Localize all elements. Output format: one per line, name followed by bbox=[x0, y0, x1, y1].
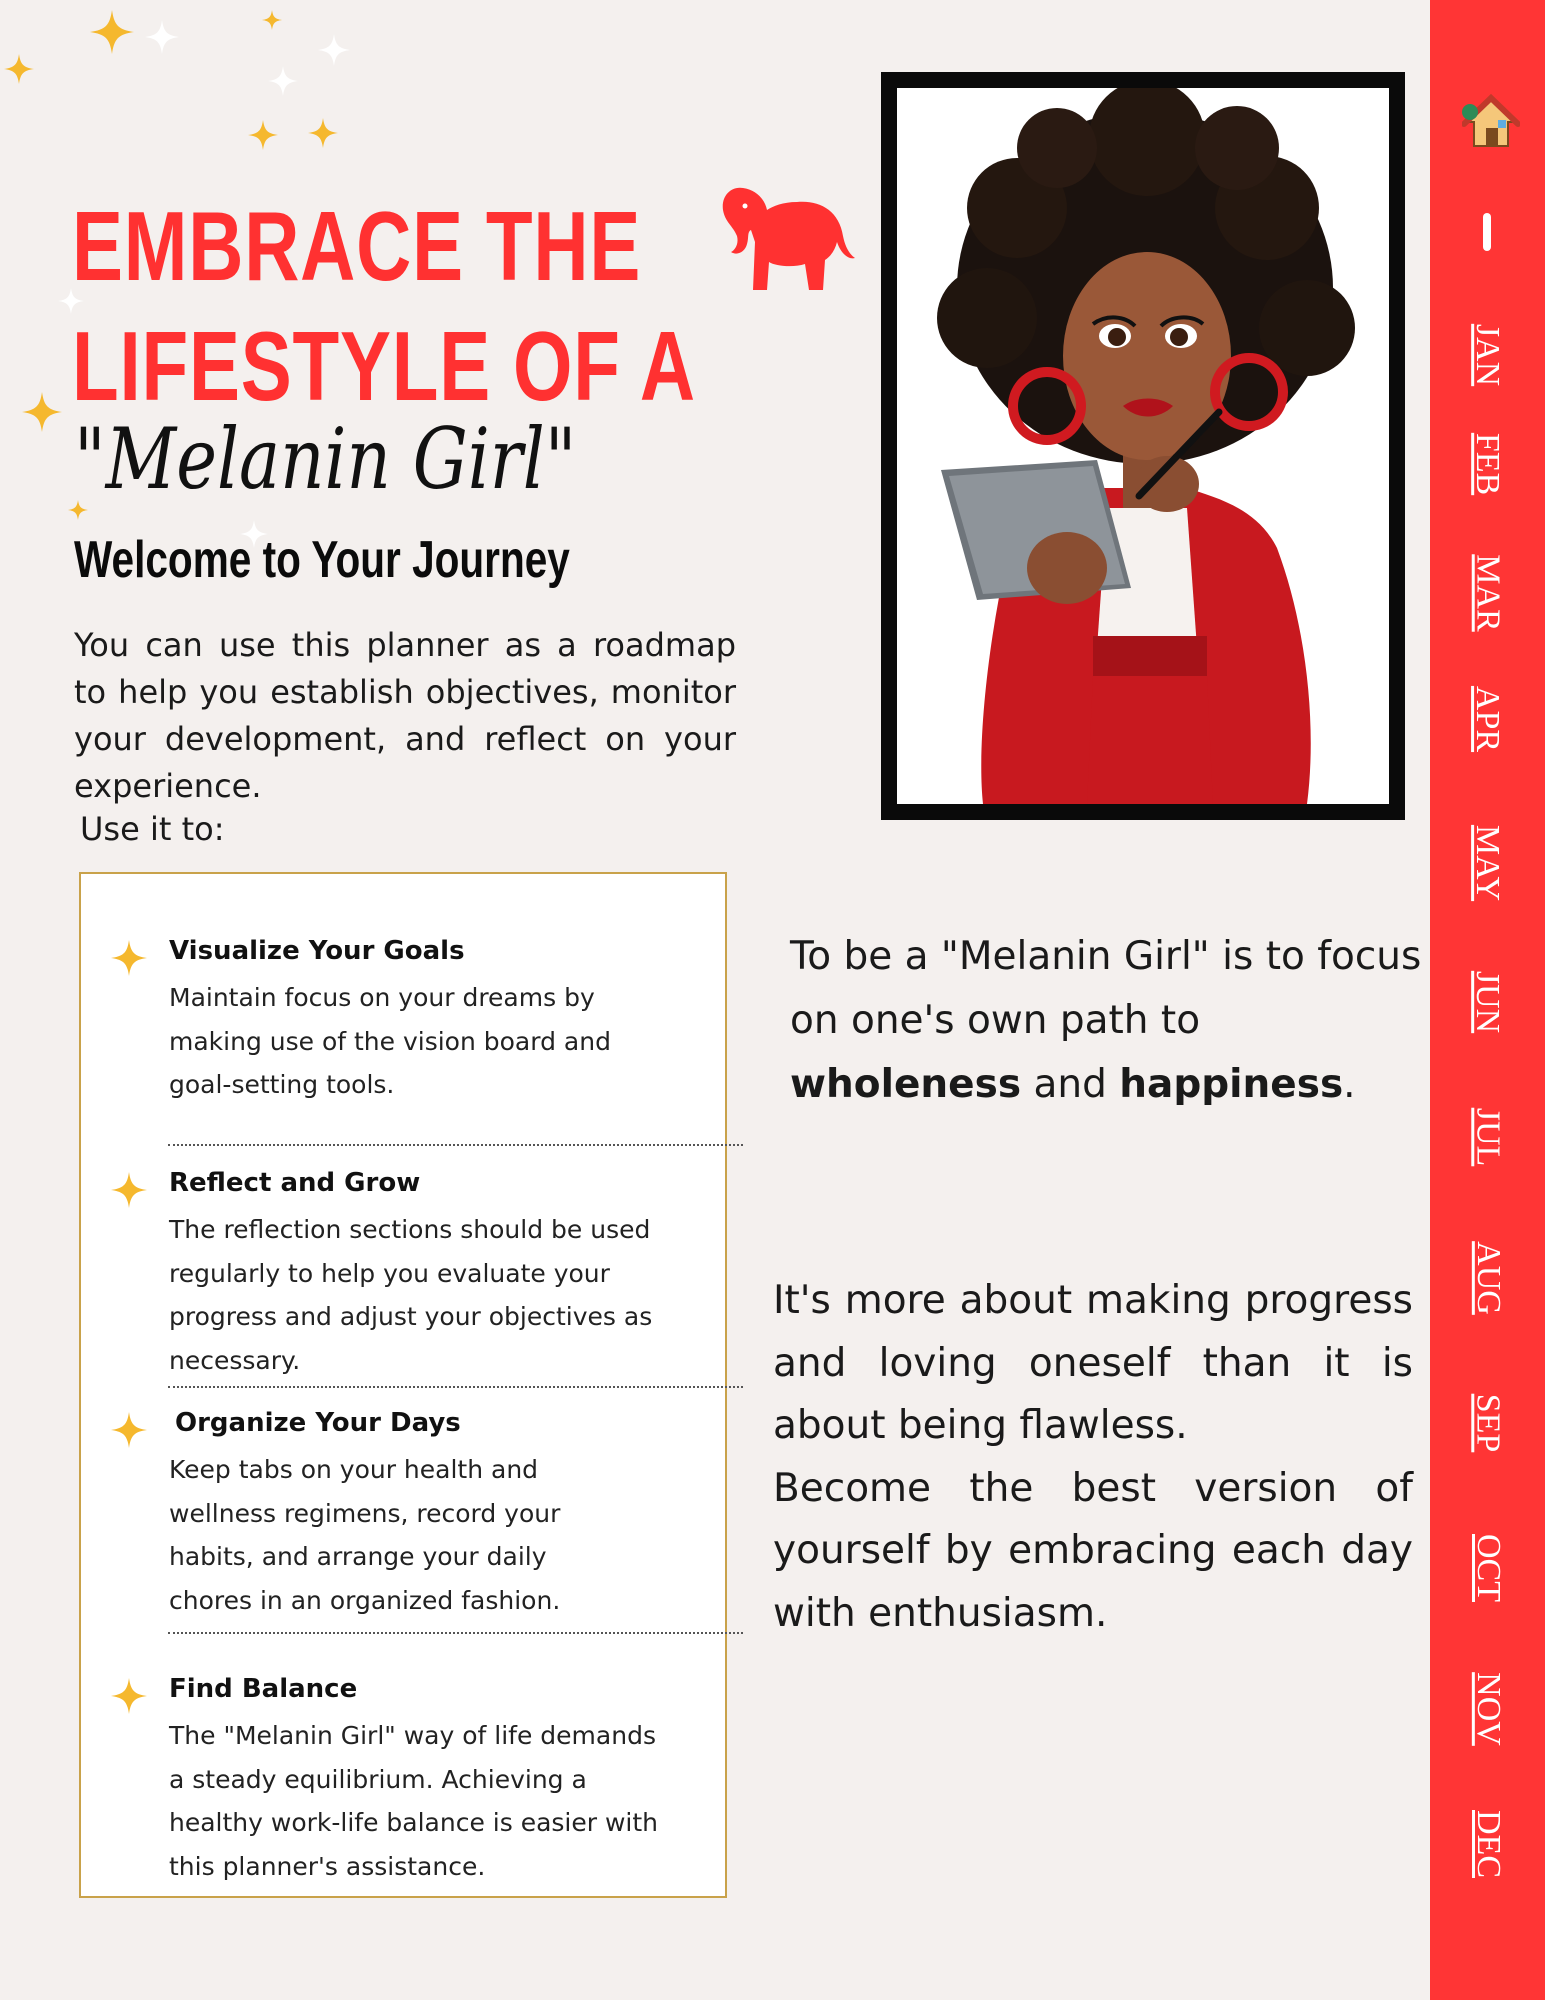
sparkle-icon bbox=[22, 392, 62, 432]
quote-emphasis: wholeness bbox=[790, 1062, 1022, 1107]
quote-text: To be a "Melanin Girl" is to focus on one's own path to bbox=[790, 934, 1422, 1043]
sparkle-icon bbox=[248, 120, 278, 150]
month-label: FEB bbox=[1469, 432, 1507, 496]
menu-icon[interactable] bbox=[1468, 200, 1506, 264]
month-tab-oct[interactable] bbox=[1430, 1513, 1545, 1623]
month-tab-aug[interactable] bbox=[1430, 1223, 1545, 1333]
headline-line-1: EMBRACE THE bbox=[72, 191, 642, 301]
elephant-icon bbox=[712, 180, 864, 300]
quote-paragraph: It's more about making progress and loving oneself than it is about being flawless. bbox=[773, 1278, 1413, 1448]
features-box bbox=[79, 872, 727, 1898]
sparkle-icon bbox=[111, 1412, 147, 1448]
feature-body: Keep tabs on your health and wellness regimens, record your habits, and arrange your daily chores in an organized fashion. bbox=[169, 1455, 561, 1615]
use-it-label: Use it to: bbox=[80, 810, 225, 848]
headline-line-2: LIFESTYLE OF A bbox=[72, 311, 696, 421]
quote-text: and bbox=[1021, 1062, 1120, 1107]
month-sidebar bbox=[1430, 0, 1545, 2000]
divider bbox=[168, 1632, 743, 1634]
month-tab-may[interactable] bbox=[1430, 808, 1545, 918]
quote-melanin-girl bbox=[790, 925, 1430, 1117]
sparkle-icon bbox=[145, 20, 179, 54]
month-label: MAY bbox=[1469, 824, 1507, 902]
month-label: APR bbox=[1469, 685, 1507, 753]
feature-title: Reflect and Grow bbox=[169, 1168, 421, 1198]
sparkle-icon bbox=[111, 940, 147, 976]
month-label: JUN bbox=[1469, 970, 1507, 1034]
sparkle-icon bbox=[262, 10, 282, 30]
feature-body: Maintain focus on your dreams by making use of the vision board and goal-setting tools. bbox=[169, 983, 611, 1099]
feature-body: The reflection sections should be used regularly to help you evaluate your progress and adjust your objectives as necessary. bbox=[169, 1215, 653, 1375]
sparkle-icon bbox=[318, 34, 350, 66]
quote-emphasis: happiness bbox=[1119, 1062, 1344, 1107]
month-label: AUG bbox=[1469, 1241, 1507, 1315]
month-tab-jan[interactable] bbox=[1430, 300, 1545, 410]
sparkle-icon bbox=[268, 66, 298, 96]
month-label: OCT bbox=[1469, 1534, 1507, 1602]
month-label: DEC bbox=[1469, 1810, 1507, 1878]
sparkle-icon bbox=[111, 1172, 147, 1208]
month-label: MAR bbox=[1469, 554, 1507, 632]
month-tab-jun[interactable] bbox=[1430, 947, 1545, 1057]
house-icon[interactable] bbox=[1462, 92, 1520, 152]
headline bbox=[72, 186, 696, 426]
month-tab-nov[interactable] bbox=[1430, 1654, 1545, 1764]
divider bbox=[168, 1144, 743, 1146]
month-tab-sep[interactable] bbox=[1430, 1368, 1545, 1478]
intro-paragraph: You can use this planner as a roadmap to help you establish objectives, monitor your development, and reflect on your experience. bbox=[74, 626, 736, 805]
sparkle-icon bbox=[111, 1678, 147, 1714]
divider bbox=[168, 1386, 743, 1388]
month-tab-mar[interactable] bbox=[1430, 538, 1545, 648]
month-tab-jul[interactable] bbox=[1430, 1082, 1545, 1192]
month-label: SEP bbox=[1469, 1393, 1507, 1453]
feature-title: Find Balance bbox=[169, 1674, 358, 1704]
subtitle: Welcome to Your Journey bbox=[74, 531, 570, 589]
month-tab-apr[interactable] bbox=[1430, 664, 1545, 774]
sparkle-icon bbox=[4, 54, 34, 84]
portrait-frame bbox=[881, 72, 1405, 820]
month-tab-feb[interactable] bbox=[1430, 409, 1545, 519]
woman-illustration bbox=[897, 88, 1389, 804]
quote-text: . bbox=[1343, 1062, 1356, 1107]
month-label: JUL bbox=[1469, 1107, 1507, 1167]
sparkle-icon bbox=[308, 118, 338, 148]
sparkle-icon bbox=[90, 10, 134, 54]
feature-title: Visualize Your Goals bbox=[169, 936, 465, 966]
month-label: NOV bbox=[1469, 1672, 1507, 1746]
headline-script: "Melanin Girl" bbox=[74, 410, 577, 508]
quote-paragraph: Become the best version of yourself by embracing each day with enthusiasm. bbox=[773, 1465, 1413, 1636]
feature-body: The "Melanin Girl" way of life demands a steady equilibrium. Achieving a healthy work-life balance is easier with this planner's assistance. bbox=[169, 1721, 659, 1881]
quote-progress bbox=[773, 1270, 1413, 1645]
month-label: JAN bbox=[1469, 323, 1507, 387]
feature-title: Organize Your Days bbox=[175, 1408, 461, 1438]
month-tab-dec[interactable] bbox=[1430, 1789, 1545, 1899]
